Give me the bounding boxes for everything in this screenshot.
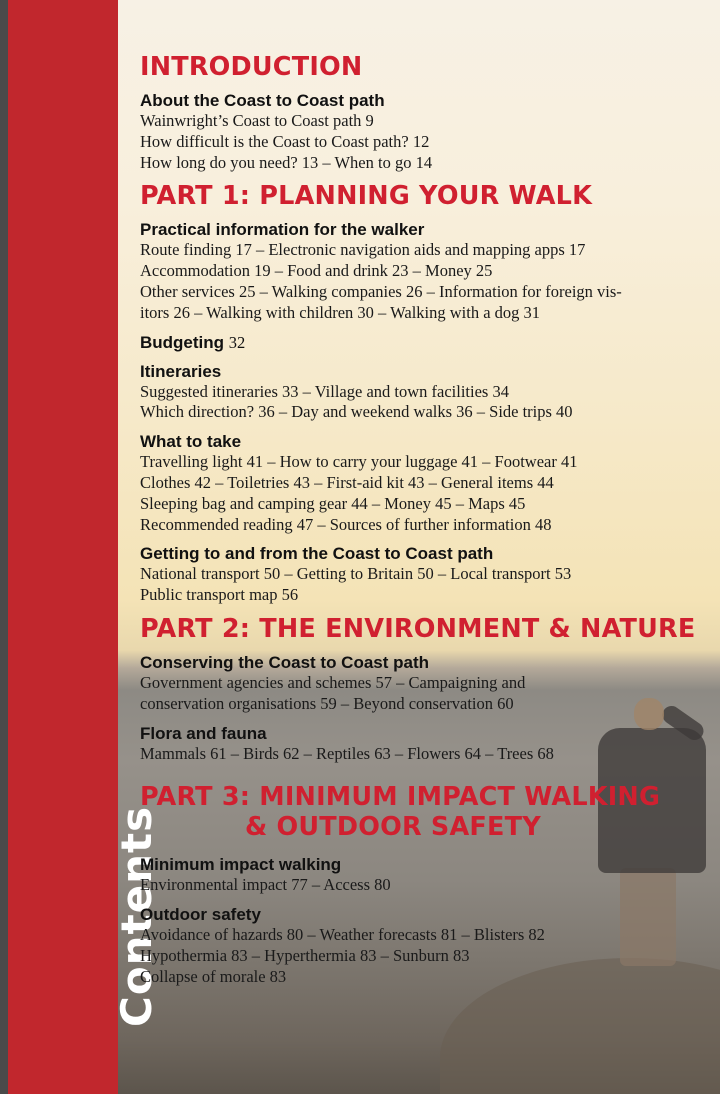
toc-entry: Hypothermia 83 – Hyperthermia 83 – Sunburn 83: [140, 945, 470, 965]
toc-group: [140, 219, 710, 323]
toc-entry: itors 26 – Walking with children 30 – Walking with a dog 31: [140, 302, 541, 322]
toc-group: [140, 723, 710, 765]
toc-entry: Government agencies and schemes 57 – Campaigning and: [140, 672, 526, 692]
toc-group-title: About the Coast to Coast path: [140, 91, 385, 110]
toc-entry: How difficult is the Coast to Coast path? 12: [140, 131, 430, 151]
toc-group-title: [140, 332, 710, 353]
toc-group: [140, 543, 710, 606]
toc-entry: Route finding 17 – Electronic navigation aids and mapping apps 17: [140, 240, 586, 260]
sidebar-title: Contents: [112, 805, 161, 1027]
toc-entry: National transport 50 – Getting to Britain 50 – Local transport 53: [140, 564, 572, 584]
toc-entry: Recommended reading 47 – Sources of further information 48: [140, 514, 552, 534]
toc-group: [140, 854, 710, 896]
table-of-contents: [140, 52, 710, 996]
sidebar: [8, 0, 161, 1094]
section-heading: INTRODUCTION: [140, 52, 363, 82]
toc-page-number: 32: [228, 332, 246, 352]
toc-group-title: Practical information for the walker: [140, 220, 425, 240]
toc-group: [140, 361, 710, 424]
toc-entry: Which direction? 36 – Day and weekend walks 36 – Side trips 40: [140, 402, 573, 422]
toc-entry: Sleeping bag and camping gear 44 – Money 45 – Maps 45: [140, 493, 526, 513]
toc-entry: Avoidance of hazards 80 – Weather forecasts 81 – Blisters 82: [140, 925, 545, 945]
toc-group-title: Conserving the Coast to Coast path: [140, 652, 430, 672]
toc-group-title-text: Budgeting: [140, 332, 225, 352]
toc-entry: Travelling light 41 – How to carry your luggage 41 – Footwear 41: [140, 452, 578, 472]
toc-group: [140, 652, 710, 715]
toc-group-title: Flora and fauna: [140, 723, 267, 743]
section-heading: PART 1: PLANNING YOUR WALK: [140, 181, 593, 212]
toc-group: [140, 431, 710, 535]
toc-entry: Other services 25 – Walking companies 26 – Information for foreign vis-: [140, 281, 622, 301]
section-heading: PART 2: THE ENVIRONMENT & NATURE: [140, 613, 696, 644]
section-heading: [140, 782, 710, 842]
page-edge: [0, 0, 8, 1094]
toc-entry: Clothes 42 – Toiletries 43 – First-aid kit 43 – General items 44: [140, 472, 554, 492]
toc-group-title: Getting to and from the Coast to Coast path: [140, 544, 494, 564]
toc-group-title: Outdoor safety: [140, 905, 261, 925]
toc-group-title: What to take: [140, 432, 242, 452]
toc-group: [140, 332, 710, 353]
toc-entry: Mammals 61 – Birds 62 – Reptiles 63 – Flowers 64 – Trees 68: [140, 743, 554, 763]
toc-entry: How long do you need? 13 – When to go 14: [140, 152, 433, 172]
toc-group-title: Itineraries: [140, 361, 222, 381]
toc-entry: Collapse of morale 83: [140, 966, 287, 986]
toc-group-title: Minimum impact walking: [140, 855, 342, 875]
toc-entry: Public transport map 56: [140, 585, 299, 605]
toc-entry: conservation organisations 59 – Beyond conservation 60: [140, 693, 514, 713]
toc-group: [140, 90, 710, 173]
toc-entry: Suggested itineraries 33 – Village and town facilities 34: [140, 381, 509, 401]
toc-entry: Accommodation 19 – Food and drink 23 – Money 25: [140, 261, 493, 281]
section-heading-line: PART 3: MINIMUM IMPACT WALKING: [140, 782, 661, 813]
section-heading-line: & OUTDOOR SAFETY: [245, 812, 541, 843]
toc-entry: Wainwright’s Coast to Coast path 9: [140, 111, 374, 130]
toc-group: [140, 904, 710, 987]
toc-entry: Environmental impact 77 – Access 80: [140, 875, 391, 895]
